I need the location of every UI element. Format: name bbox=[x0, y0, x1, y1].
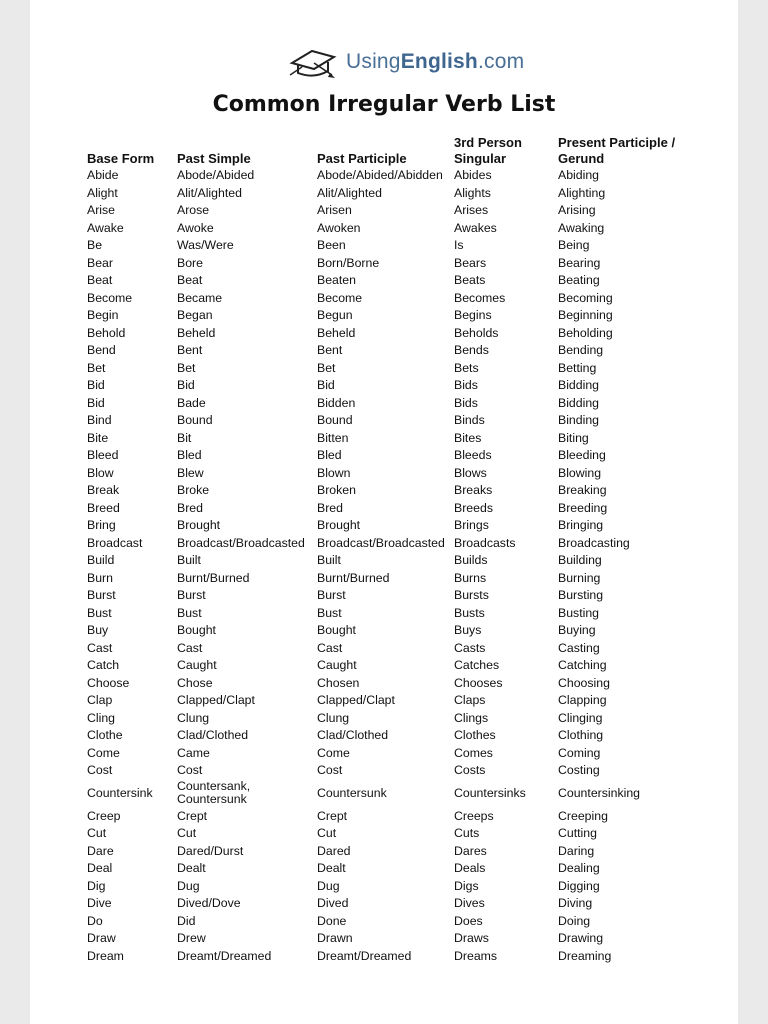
base-form-cell: Blow bbox=[87, 465, 114, 480]
present-participle-cell: Alighting bbox=[558, 185, 606, 200]
past-participle-cell: Awoken bbox=[317, 220, 361, 235]
past-simple-cell: Bought bbox=[177, 623, 216, 638]
past-simple-cell: Beat bbox=[177, 273, 203, 288]
table-header-row bbox=[87, 135, 688, 167]
past-participle-cell: Beheld bbox=[317, 325, 356, 340]
present-participle-cell: Buying bbox=[558, 623, 596, 638]
table-row bbox=[87, 290, 688, 308]
past-participle-cell: Blown bbox=[317, 465, 351, 480]
past-participle-cell: Cost bbox=[317, 763, 343, 778]
base-form-cell: Bring bbox=[87, 518, 116, 533]
past-participle-cell: Clapped/Clapt bbox=[317, 693, 395, 708]
past-simple-cell: Bit bbox=[177, 430, 192, 445]
past-simple-cell: Dug bbox=[177, 878, 200, 893]
base-form-cell: Burst bbox=[87, 588, 116, 603]
present-participle-cell: Breeding bbox=[558, 500, 608, 515]
present-participle-cell: Doing bbox=[558, 913, 591, 928]
table-row bbox=[87, 913, 688, 931]
table-row bbox=[87, 535, 688, 553]
present-participle-cell: Building bbox=[558, 553, 602, 568]
table-row bbox=[87, 185, 688, 203]
past-simple-cell: Bid bbox=[177, 378, 195, 393]
base-form-cell: Dive bbox=[87, 896, 112, 911]
third-person-cell: Dares bbox=[454, 843, 487, 858]
third-person-cell: Digs bbox=[454, 878, 479, 893]
table-row bbox=[87, 220, 688, 238]
past-simple-cell: Brought bbox=[177, 518, 221, 533]
past-participle-cell: Become bbox=[317, 290, 363, 305]
past-participle-cell: Dived bbox=[317, 896, 349, 911]
past-simple-cell: Caught bbox=[177, 658, 217, 673]
third-person-cell: Burns bbox=[454, 570, 487, 585]
third-person-cell: Beats bbox=[454, 273, 486, 288]
past-participle-cell: Bust bbox=[317, 605, 342, 620]
base-form-cell: Burn bbox=[87, 570, 113, 585]
table-row bbox=[87, 325, 688, 343]
past-participle-cell: Burnt/Burned bbox=[317, 570, 390, 585]
past-participle-cell: Chosen bbox=[317, 675, 360, 690]
present-participle-cell: Broadcasting bbox=[558, 535, 630, 550]
past-participle-cell: Clung bbox=[317, 710, 350, 725]
present-participle-cell: Bleeding bbox=[558, 448, 606, 463]
past-participle-cell: Countersunk bbox=[317, 786, 387, 800]
column-header-third-person: 3rd Person Singular bbox=[454, 135, 522, 166]
third-person-cell: Bears bbox=[454, 255, 487, 270]
third-person-cell: Dreams bbox=[454, 948, 498, 963]
base-form-cell: Breed bbox=[87, 500, 120, 515]
past-participle-cell: Done bbox=[317, 913, 347, 928]
third-person-cell: Deals bbox=[454, 861, 486, 876]
present-participle-cell: Being bbox=[558, 238, 590, 253]
table-row bbox=[87, 412, 688, 430]
past-simple-cell: Burst bbox=[177, 588, 206, 603]
third-person-cell: Claps bbox=[454, 693, 486, 708]
column-header-past-simple: Past Simple bbox=[177, 150, 251, 166]
base-form-cell: Behold bbox=[87, 325, 126, 340]
present-participle-cell: Beating bbox=[558, 273, 600, 288]
base-form-cell: Dig bbox=[87, 878, 106, 893]
present-participle-cell: Clothing bbox=[558, 728, 604, 743]
base-form-cell: Creep bbox=[87, 808, 121, 823]
third-person-cell: Bursts bbox=[454, 588, 489, 603]
past-participle-cell: Arisen bbox=[317, 203, 352, 218]
present-participle-cell: Digging bbox=[558, 878, 600, 893]
table-row bbox=[87, 762, 688, 780]
third-person-cell: Catches bbox=[454, 658, 500, 673]
past-participle-cell: Bled bbox=[317, 448, 342, 463]
present-participle-cell: Catching bbox=[558, 658, 607, 673]
past-simple-cell: Broadcast/Broadcasted bbox=[177, 535, 305, 550]
past-participle-cell: Beaten bbox=[317, 273, 356, 288]
past-participle-cell: Bidden bbox=[317, 395, 356, 410]
table-row bbox=[87, 255, 688, 273]
table-row bbox=[87, 692, 688, 710]
third-person-cell: Breaks bbox=[454, 483, 493, 498]
past-simple-cell: Dreamt/Dreamed bbox=[177, 948, 272, 963]
past-participle-cell: Bid bbox=[317, 378, 335, 393]
past-participle-cell: Been bbox=[317, 238, 346, 253]
base-form-cell: Become bbox=[87, 290, 133, 305]
page-title: Common Irregular Verb List bbox=[212, 92, 556, 117]
past-simple-cell: Bound bbox=[177, 413, 213, 428]
table-row bbox=[87, 930, 688, 948]
third-person-cell: Breeds bbox=[454, 500, 493, 515]
present-participle-cell: Dealing bbox=[558, 861, 600, 876]
past-participle-cell: Alit/Alighted bbox=[317, 185, 382, 200]
third-person-cell: Is bbox=[454, 238, 464, 253]
table-row bbox=[87, 272, 688, 290]
base-form-cell: Choose bbox=[87, 675, 130, 690]
base-form-cell: Bind bbox=[87, 413, 112, 428]
past-participle-cell: Clad/Clothed bbox=[317, 728, 389, 743]
third-person-cell: Does bbox=[454, 913, 483, 928]
base-form-cell: Dare bbox=[87, 843, 114, 858]
third-person-cell: Bites bbox=[454, 430, 482, 445]
base-form-cell: Alight bbox=[87, 185, 118, 200]
present-participle-cell: Blowing bbox=[558, 465, 602, 480]
base-form-cell: Cut bbox=[87, 826, 107, 841]
present-participle-cell: Clinging bbox=[558, 710, 603, 725]
third-person-cell: Bids bbox=[454, 378, 478, 393]
third-person-cell: Blows bbox=[454, 465, 487, 480]
table-row bbox=[87, 860, 688, 878]
third-person-cell: Comes bbox=[454, 745, 493, 760]
past-simple-cell: Did bbox=[177, 913, 196, 928]
table-row bbox=[87, 517, 688, 535]
past-participle-cell: Bet bbox=[317, 360, 336, 375]
base-form-cell: Do bbox=[87, 913, 103, 928]
base-form-cell: Catch bbox=[87, 658, 120, 673]
table-row bbox=[87, 552, 688, 570]
past-simple-cell: Bred bbox=[177, 500, 203, 515]
table-row bbox=[87, 727, 688, 745]
table-row bbox=[87, 465, 688, 483]
past-simple-cell: Drew bbox=[177, 931, 206, 946]
past-simple-cell: Broke bbox=[177, 483, 210, 498]
past-simple-cell: Clad/Clothed bbox=[177, 728, 249, 743]
present-participle-cell: Binding bbox=[558, 413, 600, 428]
table-row bbox=[87, 482, 688, 500]
third-person-cell: Awakes bbox=[454, 220, 497, 235]
past-participle-cell: Dared bbox=[317, 843, 351, 858]
past-participle-cell: Broadcast/Broadcasted bbox=[317, 535, 445, 550]
table-row bbox=[87, 878, 688, 896]
base-form-cell: Draw bbox=[87, 931, 116, 946]
base-form-cell: Cling bbox=[87, 710, 116, 725]
past-participle-cell: Bred bbox=[317, 500, 343, 515]
past-participle-cell: Cast bbox=[317, 640, 343, 655]
past-simple-cell: Dared/Durst bbox=[177, 843, 244, 858]
base-form-cell: Bid bbox=[87, 378, 105, 393]
table-row bbox=[87, 825, 688, 843]
base-form-cell: Beat bbox=[87, 273, 113, 288]
past-simple-cell: Bore bbox=[177, 255, 203, 270]
third-person-cell: Begins bbox=[454, 308, 492, 323]
present-participle-cell: Bursting bbox=[558, 588, 604, 603]
base-form-cell: Be bbox=[87, 238, 103, 253]
base-form-cell: Break bbox=[87, 483, 120, 498]
present-participle-cell: Creeping bbox=[558, 808, 608, 823]
third-person-cell: Arises bbox=[454, 203, 489, 218]
past-simple-cell: Built bbox=[177, 553, 201, 568]
present-participle-cell: Bidding bbox=[558, 395, 600, 410]
third-person-cell: Beholds bbox=[454, 325, 499, 340]
past-participle-cell: Begun bbox=[317, 308, 353, 323]
present-participle-cell: Busting bbox=[558, 605, 600, 620]
base-form-cell: Clap bbox=[87, 693, 113, 708]
third-person-cell: Clothes bbox=[454, 728, 496, 743]
past-simple-cell: Abode/Abided bbox=[177, 168, 255, 183]
third-person-cell: Brings bbox=[454, 518, 489, 533]
present-participle-cell: Choosing bbox=[558, 675, 610, 690]
table-row bbox=[87, 780, 688, 808]
past-participle-cell: Dug bbox=[317, 878, 340, 893]
past-participle-cell: Cut bbox=[317, 826, 337, 841]
past-participle-cell: Come bbox=[317, 745, 350, 760]
past-simple-cell: Bade bbox=[177, 395, 206, 410]
third-person-cell: Broadcasts bbox=[454, 535, 516, 550]
base-form-cell: Bust bbox=[87, 605, 112, 620]
past-participle-cell: Bound bbox=[317, 413, 353, 428]
past-simple-cell: Burnt/Burned bbox=[177, 570, 250, 585]
base-form-cell: Clothe bbox=[87, 728, 123, 743]
table-row bbox=[87, 500, 688, 518]
past-simple-cell: Alit/Alighted bbox=[177, 185, 242, 200]
table-row bbox=[87, 395, 688, 413]
present-participle-cell: Beholding bbox=[558, 325, 613, 340]
base-form-cell: Arise bbox=[87, 203, 116, 218]
table-row bbox=[87, 948, 688, 966]
present-participle-cell: Burning bbox=[558, 570, 601, 585]
present-participle-cell: Arising bbox=[558, 203, 596, 218]
past-participle-cell: Burst bbox=[317, 588, 346, 603]
present-participle-cell: Becoming bbox=[558, 290, 613, 305]
table-row bbox=[87, 808, 688, 826]
past-simple-cell: Blew bbox=[177, 465, 204, 480]
past-simple-cell: Dealt bbox=[177, 861, 206, 876]
table-row bbox=[87, 622, 688, 640]
present-participle-cell: Betting bbox=[558, 360, 597, 375]
table-row bbox=[87, 342, 688, 360]
base-form-cell: Bet bbox=[87, 360, 106, 375]
past-simple-cell: Cut bbox=[177, 826, 197, 841]
present-participle-cell: Bending bbox=[558, 343, 604, 358]
third-person-cell: Bids bbox=[454, 395, 478, 410]
past-simple-cell: Bent bbox=[177, 343, 203, 358]
base-form-cell: Come bbox=[87, 745, 120, 760]
past-simple-cell: Crept bbox=[177, 808, 208, 823]
past-participle-cell: Caught bbox=[317, 658, 357, 673]
past-participle-cell: Crept bbox=[317, 808, 348, 823]
base-form-cell: Bear bbox=[87, 255, 113, 270]
present-participle-cell: Cutting bbox=[558, 826, 597, 841]
third-person-cell: Builds bbox=[454, 553, 488, 568]
present-participle-cell: Daring bbox=[558, 843, 595, 858]
present-participle-cell: Drawing bbox=[558, 931, 604, 946]
column-header-base-form: Base Form bbox=[87, 150, 155, 166]
base-form-cell: Cast bbox=[87, 640, 113, 655]
past-simple-cell: Countersank, Countersunk bbox=[177, 778, 251, 806]
past-simple-cell: Came bbox=[177, 745, 210, 760]
third-person-cell: Dives bbox=[454, 896, 485, 911]
past-participle-cell: Dealt bbox=[317, 861, 346, 876]
table-row bbox=[87, 307, 688, 325]
table-row bbox=[87, 237, 688, 255]
document-page bbox=[30, 0, 738, 1024]
third-person-cell: Draws bbox=[454, 931, 489, 946]
table-row bbox=[87, 843, 688, 861]
base-form-cell: Buy bbox=[87, 623, 109, 638]
table-row bbox=[87, 447, 688, 465]
present-participle-cell: Bidding bbox=[558, 378, 600, 393]
present-participle-cell: Biting bbox=[558, 430, 589, 445]
base-form-cell: Bleed bbox=[87, 448, 119, 463]
past-simple-cell: Bet bbox=[177, 360, 196, 375]
table-body bbox=[87, 167, 688, 965]
past-simple-cell: Clung bbox=[177, 710, 210, 725]
base-form-cell: Dream bbox=[87, 948, 124, 963]
present-participle-cell: Costing bbox=[558, 763, 600, 778]
past-simple-cell: Clapped/Clapt bbox=[177, 693, 255, 708]
table-row bbox=[87, 202, 688, 220]
present-participle-cell: Bearing bbox=[558, 255, 601, 270]
present-participle-cell: Diving bbox=[558, 896, 593, 911]
table-row bbox=[87, 745, 688, 763]
past-simple-cell: Was/Were bbox=[177, 238, 234, 253]
base-form-cell: Begin bbox=[87, 308, 119, 323]
table-row bbox=[87, 710, 688, 728]
past-participle-cell: Bent bbox=[317, 343, 343, 358]
past-simple-cell: Dived/Dove bbox=[177, 896, 241, 911]
base-form-cell: Deal bbox=[87, 861, 113, 876]
column-header-past-participle: Past Participle bbox=[317, 150, 407, 166]
past-simple-cell: Beheld bbox=[177, 325, 216, 340]
base-form-cell: Countersink bbox=[87, 786, 153, 800]
base-form-cell: Bid bbox=[87, 395, 105, 410]
third-person-cell: Becomes bbox=[454, 290, 506, 305]
logo-text: UsingEnglish.com bbox=[346, 50, 525, 73]
third-person-cell: Binds bbox=[454, 413, 485, 428]
past-participle-cell: Drawn bbox=[317, 931, 353, 946]
third-person-cell: Chooses bbox=[454, 675, 503, 690]
past-participle-cell: Brought bbox=[317, 518, 361, 533]
third-person-cell: Busts bbox=[454, 605, 485, 620]
third-person-cell: Alights bbox=[454, 185, 491, 200]
present-participle-cell: Awaking bbox=[558, 220, 605, 235]
third-person-cell: Bleeds bbox=[454, 448, 492, 463]
present-participle-cell: Abiding bbox=[558, 168, 600, 183]
base-form-cell: Broadcast bbox=[87, 535, 143, 550]
past-participle-cell: Broken bbox=[317, 483, 356, 498]
table-row bbox=[87, 167, 688, 185]
table-row bbox=[87, 587, 688, 605]
present-participle-cell: Dreaming bbox=[558, 948, 612, 963]
third-person-cell: Clings bbox=[454, 710, 489, 725]
table-row bbox=[87, 895, 688, 913]
present-participle-cell: Casting bbox=[558, 640, 600, 655]
past-simple-cell: Cast bbox=[177, 640, 203, 655]
table-row bbox=[87, 570, 688, 588]
table-row bbox=[87, 657, 688, 675]
third-person-cell: Buys bbox=[454, 623, 482, 638]
past-simple-cell: Began bbox=[177, 308, 213, 323]
present-participle-cell: Bringing bbox=[558, 518, 604, 533]
present-participle-cell: Clapping bbox=[558, 693, 607, 708]
past-simple-cell: Chose bbox=[177, 675, 213, 690]
table-row bbox=[87, 640, 688, 658]
past-simple-cell: Cost bbox=[177, 763, 203, 778]
past-simple-cell: Bled bbox=[177, 448, 202, 463]
past-simple-cell: Became bbox=[177, 290, 223, 305]
base-form-cell: Awake bbox=[87, 220, 124, 235]
table-row bbox=[87, 377, 688, 395]
third-person-cell: Cuts bbox=[454, 826, 480, 841]
table-row bbox=[87, 430, 688, 448]
verb-table bbox=[87, 135, 688, 965]
third-person-cell: Bends bbox=[454, 343, 489, 358]
present-participle-cell: Breaking bbox=[558, 483, 607, 498]
past-simple-cell: Arose bbox=[177, 203, 210, 218]
past-participle-cell: Born/Borne bbox=[317, 255, 380, 270]
column-header-present-participle: Present Participle / Gerund bbox=[558, 135, 676, 166]
base-form-cell: Cost bbox=[87, 763, 113, 778]
past-participle-cell: Dreamt/Dreamed bbox=[317, 948, 412, 963]
past-simple-cell: Awoke bbox=[177, 220, 214, 235]
third-person-cell: Costs bbox=[454, 763, 486, 778]
past-participle-cell: Bought bbox=[317, 623, 356, 638]
base-form-cell: Bite bbox=[87, 430, 109, 445]
table-row bbox=[87, 605, 688, 623]
past-participle-cell: Abode/Abided/Abidden bbox=[317, 168, 443, 183]
third-person-cell: Countersinks bbox=[454, 786, 526, 800]
third-person-cell: Bets bbox=[454, 360, 479, 375]
third-person-cell: Creeps bbox=[454, 808, 494, 823]
table-row bbox=[87, 675, 688, 693]
past-simple-cell: Bust bbox=[177, 605, 202, 620]
base-form-cell: Build bbox=[87, 553, 115, 568]
base-form-cell: Abide bbox=[87, 168, 119, 183]
table-row bbox=[87, 360, 688, 378]
present-participle-cell: Coming bbox=[558, 745, 601, 760]
present-participle-cell: Countersinking bbox=[558, 786, 641, 800]
present-participle-cell: Beginning bbox=[558, 308, 613, 323]
site-logo bbox=[288, 42, 524, 82]
base-form-cell: Bend bbox=[87, 343, 116, 358]
graduation-cap-logo-icon bbox=[288, 45, 340, 79]
third-person-cell: Abides bbox=[454, 168, 492, 183]
third-person-cell: Casts bbox=[454, 640, 486, 655]
past-participle-cell: Built bbox=[317, 553, 341, 568]
past-participle-cell: Bitten bbox=[317, 430, 349, 445]
